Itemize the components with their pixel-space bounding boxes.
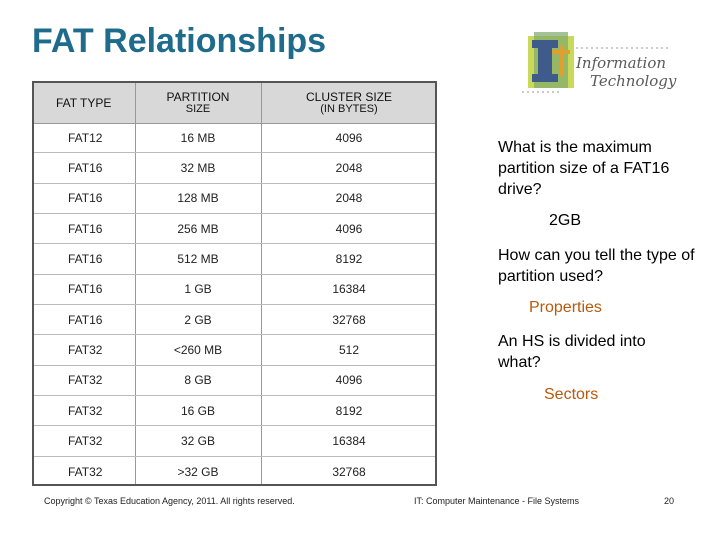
cell-cluster-size: 8192 <box>335 251 363 266</box>
table-row <box>34 426 435 456</box>
cell-cluster-size: 4096 <box>335 221 363 236</box>
cell-cluster-size: 4096 <box>335 130 363 145</box>
footer-course: IT: Computer Maintenance - File Systems <box>414 496 580 506</box>
cell-partition-size: <260 MB <box>173 342 223 357</box>
question-3: An HS is divided into what? <box>498 333 646 371</box>
logo-line1: Information <box>576 54 667 72</box>
cell-partition-size: 256 MB <box>177 221 219 236</box>
cell-fat-type: FAT16 <box>68 312 103 327</box>
fat-table <box>32 81 437 486</box>
answer-3: Sectors <box>544 386 599 403</box>
cell-partition-size: 16 GB <box>180 403 216 418</box>
table-row <box>34 335 435 365</box>
cell-cluster-size: 8192 <box>335 403 363 418</box>
table-row <box>34 457 435 487</box>
table-header <box>34 83 435 124</box>
answer-2: Properties <box>529 299 602 316</box>
table-row <box>34 275 435 305</box>
cell-cluster-size: 16384 <box>332 282 366 297</box>
cell-fat-type: FAT16 <box>68 191 103 206</box>
cell-partition-size: 32 GB <box>180 433 216 448</box>
slide-title: FAT Relationships <box>32 22 327 60</box>
cell-partition-size: 512 MB <box>177 251 219 266</box>
cell-partition-size: 128 MB <box>177 191 219 206</box>
cell-cluster-size: 32768 <box>332 464 366 479</box>
table-row <box>34 305 435 335</box>
cell-fat-type: FAT16 <box>68 282 103 297</box>
cell-cluster-size: 16384 <box>332 433 366 448</box>
header-cluster-line1: CLUSTER SIZE <box>305 90 392 104</box>
cell-cluster-size: 4096 <box>335 373 363 388</box>
table-row <box>34 153 435 183</box>
footer-copyright: Copyright © Texas Education Agency, 2011. All rights reserved. <box>44 496 295 506</box>
table-row <box>34 214 435 244</box>
header-fat-type: FAT TYPE <box>56 96 112 110</box>
table-row <box>34 123 435 153</box>
footer-page-number: 20 <box>664 496 675 506</box>
table-row <box>34 184 435 214</box>
it-logo-icon <box>520 30 680 100</box>
header-cluster-line2: (IN BYTES) <box>320 103 378 115</box>
cell-partition-size: 2 GB <box>184 312 212 327</box>
logo-line2: Technology <box>590 72 677 90</box>
header-cluster-size <box>261 83 437 123</box>
answer-1: 2GB <box>549 212 582 229</box>
cell-fat-type: FAT32 <box>68 464 103 479</box>
cell-cluster-size: 32768 <box>332 312 366 327</box>
table-body <box>34 123 435 487</box>
cell-fat-type: FAT32 <box>68 403 103 418</box>
cell-partition-size: 8 GB <box>184 373 212 388</box>
cell-fat-type: FAT32 <box>68 342 103 357</box>
cell-partition-size: 1 GB <box>184 282 212 297</box>
cell-partition-size: >32 GB <box>177 464 219 479</box>
cell-partition-size: 16 MB <box>180 130 216 145</box>
cell-fat-type: FAT16 <box>68 251 103 266</box>
cell-cluster-size: 2048 <box>335 160 363 175</box>
cell-fat-type: FAT32 <box>68 373 103 388</box>
question-1: What is the maximum partition size of a FAT16 drive? <box>498 139 670 198</box>
cell-cluster-size: 2048 <box>335 191 363 206</box>
table-row <box>34 366 435 396</box>
cell-fat-type: FAT16 <box>68 160 103 175</box>
table-row <box>34 244 435 274</box>
cell-fat-type: FAT16 <box>68 221 103 236</box>
it-logo <box>520 30 680 100</box>
cell-fat-type: FAT12 <box>68 130 103 145</box>
header-partition-size <box>135 83 261 123</box>
header-partition-line1: PARTITION <box>166 90 230 104</box>
cell-partition-size: 32 MB <box>180 160 216 175</box>
question-2: How can you tell the type of partition used? <box>498 247 695 285</box>
table-row <box>34 396 435 426</box>
cell-fat-type: FAT32 <box>68 433 103 448</box>
cell-cluster-size: 512 <box>338 342 360 357</box>
header-partition-line2: SIZE <box>185 103 211 115</box>
